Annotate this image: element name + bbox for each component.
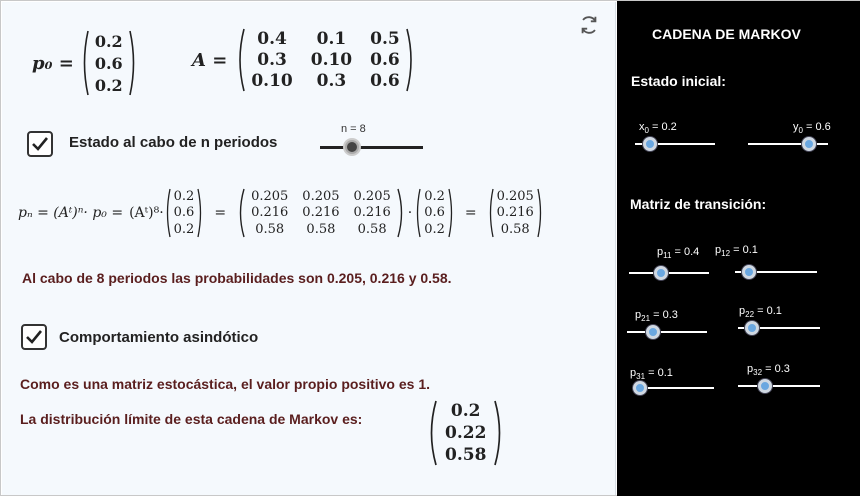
panel-title: CADENA DE MARKOV — [652, 26, 801, 42]
matrix-entry: 0.205 — [302, 188, 340, 204]
vector-entry: 0.2 — [94, 75, 123, 95]
p21-slider-handle[interactable] — [646, 325, 660, 339]
p31-slider-handle[interactable] — [633, 381, 647, 395]
p21-slider-label: $p_{21} = 0.3$ — [635, 309, 678, 324]
control-panel — [617, 1, 860, 496]
vector-entry: 0.22 — [445, 422, 487, 443]
transition-matrix-heading: Matriz de transición: — [630, 196, 767, 212]
matrix-entry: 0.10 — [310, 49, 353, 70]
limit-distribution-text: La distribución límite de esta cadena de Markov es: — [20, 411, 363, 427]
matrix-entry: 0.58 — [255, 222, 285, 238]
a-matrix-definition — [192, 28, 416, 92]
periods-checkbox[interactable] — [27, 131, 53, 157]
x0-slider-handle[interactable] — [643, 137, 657, 151]
pn-lhs: pₙ = (Aᵗ)ⁿ· p₀ = — [18, 205, 124, 221]
graphics-view — [2, 2, 616, 495]
p22-slider-handle[interactable] — [745, 321, 759, 335]
periods-label: Estado al cabo de n periodos — [69, 134, 278, 151]
y0-slider-handle[interactable] — [802, 137, 816, 151]
matrix-entry: 0.5 — [370, 28, 400, 49]
pn-result-values — [494, 188, 537, 238]
pn-result-vector — [487, 188, 544, 238]
initial-state-heading: Estado inicial: — [631, 73, 726, 89]
matrix-entry: 0.58 — [357, 222, 387, 238]
y0-slider-label: $y_0 = 0.6$ — [793, 121, 831, 136]
p0-symbol: p₀ = — [32, 52, 74, 74]
pn-power: (Aᵗ)⁸· — [129, 205, 164, 221]
y0-slider-track[interactable] — [748, 143, 828, 145]
p32-slider-label: $p_{32} = 0.3$ — [747, 363, 790, 378]
limit-vector-values — [437, 400, 494, 466]
pn-multiply-vector — [414, 188, 455, 238]
p0-definition — [32, 30, 138, 96]
check-icon — [25, 328, 43, 346]
vector-entry: 0.2 — [424, 222, 445, 238]
asymptotic-checkbox[interactable] — [21, 324, 47, 350]
p22-slider-label: $p_{22} = 0.1$ — [739, 305, 782, 320]
matrix-entry: 0.3 — [257, 49, 287, 70]
vector-entry: 0.6 — [173, 205, 195, 221]
vector-entry: 0.6 — [94, 53, 123, 73]
vector-entry: 0.58 — [445, 444, 487, 465]
matrix-entry: 0.1 — [316, 28, 347, 49]
limit-vector — [426, 400, 505, 466]
p0-vector — [80, 30, 138, 96]
p32-slider-track[interactable] — [738, 385, 820, 387]
p11-slider-handle[interactable] — [654, 266, 668, 280]
vector-entry: 0.2 — [424, 188, 445, 204]
eigenvalue-text: Como es una matriz estocástica, el valor propio positivo es 1. — [20, 376, 431, 392]
p11-slider-label: $p_{11} = 0.4$ — [657, 246, 700, 261]
pn-dot: · — [407, 205, 413, 221]
p11-slider-track[interactable] — [629, 272, 709, 274]
vector-entry: 0.58 — [500, 222, 530, 238]
vector-entry: 0.2 — [94, 31, 123, 51]
pn-power-matrix — [236, 188, 406, 238]
pn-multiply-values — [421, 188, 448, 238]
matrix-entry: 0.216 — [302, 205, 340, 221]
matrix-entry: 0.10 — [251, 71, 293, 92]
p32-slider-handle[interactable] — [758, 379, 772, 393]
a-matrix-values — [245, 28, 405, 92]
result-text: Al cabo de 8 periodos las probabilidades son 0.205, 0.216 y 0.58. — [22, 270, 452, 286]
pn-input-values — [171, 188, 198, 238]
pn-formula — [18, 188, 544, 238]
matrix-entry: 0.216 — [353, 205, 391, 221]
p12-slider-label: $p_{12} = 0.1$ — [715, 244, 758, 259]
a-matrix — [235, 28, 415, 92]
pn-equals-result: = — [464, 205, 477, 221]
matrix-entry: 0.3 — [316, 71, 347, 92]
vector-entry: 0.2 — [173, 188, 195, 204]
pn-equals: = — [214, 205, 227, 221]
x0-slider-label: $x_0 = 0.2$ — [639, 121, 677, 136]
refresh-icon[interactable] — [578, 14, 600, 36]
n-slider-track[interactable] — [320, 146, 423, 149]
vector-entry: 0.216 — [496, 205, 534, 221]
matrix-entry: 0.6 — [370, 71, 400, 92]
n-slider-label: n = 8 — [341, 123, 366, 135]
matrix-entry: 0.6 — [370, 49, 400, 70]
vector-entry: 0.2 — [450, 400, 481, 421]
vector-entry: 0.2 — [173, 222, 195, 238]
check-icon — [31, 135, 49, 153]
pn-input-vector — [164, 188, 205, 238]
matrix-entry: 0.205 — [251, 188, 289, 204]
p31-slider-label: $p_{31} = 0.1$ — [630, 367, 673, 382]
a-symbol: A = — [192, 49, 228, 71]
vector-entry: 0.6 — [424, 205, 445, 221]
vector-entry: 0.205 — [496, 188, 534, 204]
asymptotic-label: Comportamiento asindótico — [59, 329, 259, 346]
matrix-entry: 0.205 — [353, 188, 391, 204]
matrix-entry: 0.216 — [251, 205, 289, 221]
n-slider-handle[interactable] — [345, 140, 359, 154]
p21-slider-track[interactable] — [627, 331, 707, 333]
pn-power-matrix-values — [245, 188, 397, 238]
p0-vector-values — [89, 30, 129, 96]
matrix-entry: 0.58 — [306, 222, 336, 238]
p12-slider-handle[interactable] — [742, 265, 756, 279]
matrix-entry: 0.4 — [257, 28, 287, 49]
